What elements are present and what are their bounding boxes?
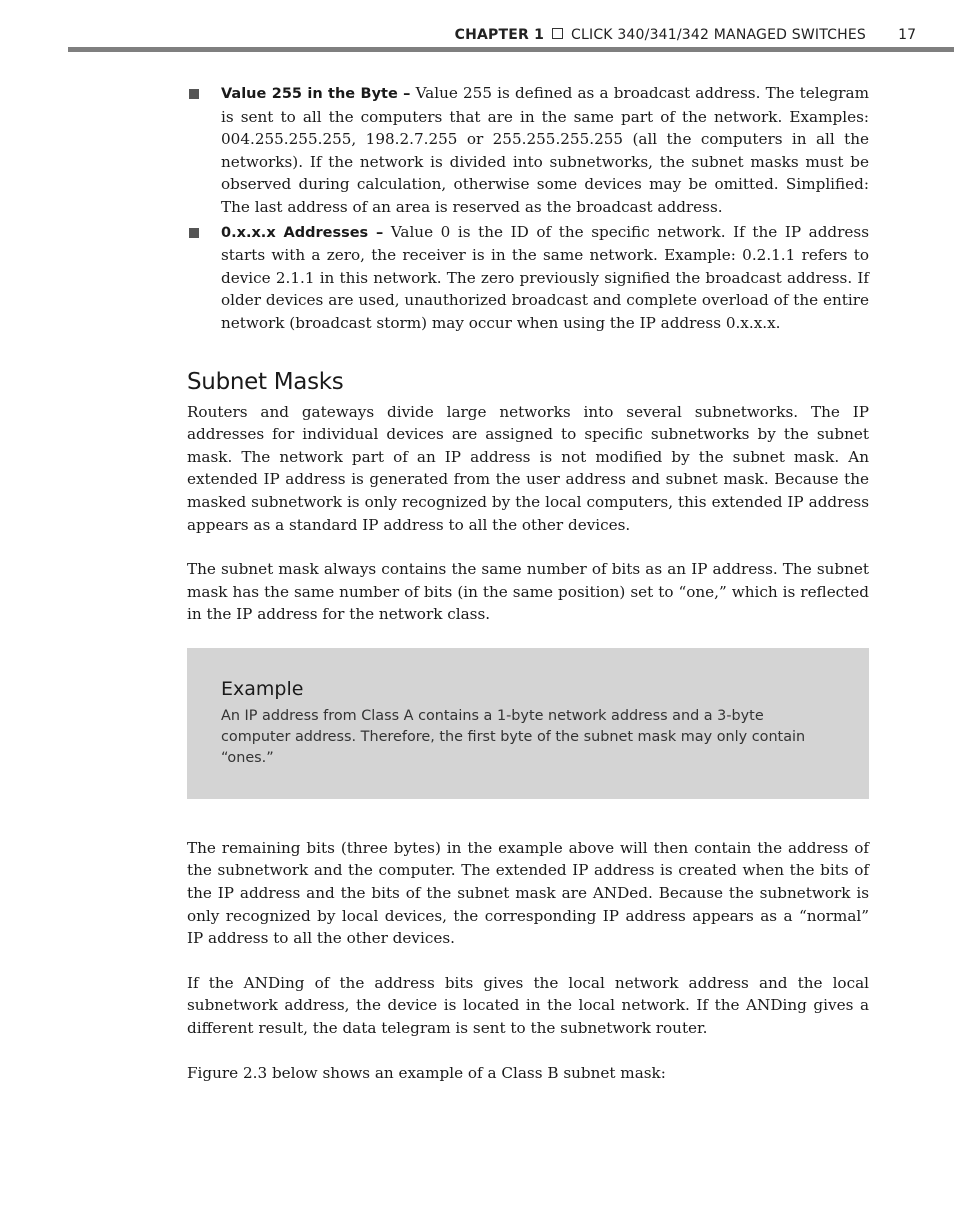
bullet-lead: 0.x.x.x Addresses – bbox=[221, 224, 384, 241]
example-body: An IP address from Class A contains a 1-byte network address and a 3-byte computer address. Therefore, the first byte of the subnet mask may only contain “ones.” bbox=[221, 707, 806, 766]
bullet-list bbox=[187, 82, 869, 335]
section-heading: Subnet Masks bbox=[187, 368, 344, 395]
running-header bbox=[455, 27, 866, 43]
paragraph: If the ANDing of the address bits gives the local network address and the local subnetwork address, the device is located in the local network. If the ANDing gives a different result, the data telegram is sent to the subnetwork router. bbox=[187, 973, 869, 1038]
paragraph: Figure 2.3 below shows an example of a Class B subnet mask: bbox=[187, 1063, 666, 1082]
bullet-text: Value 0 is the ID of the specific network. If the IP address starts with a zero, the receiver is in the same network. Example: 0.2.1.1 refers to device 2.1.1 in this network. The zero previously signified the broadcast address. If older devices are used, unauthorized broadcast and complete overload of the entire network (broadcast storm) may occur when using the IP address 0.x.x.x. bbox=[221, 222, 869, 332]
separator-box-icon bbox=[552, 28, 563, 39]
paragraph: The remaining bits (three bytes) in the example above will then contain the address of the subnetwork and the computer. The extended IP address is created when the bits of the IP address and the bits of the subnet mask are ANDed. Because the subnetwork is only recognized by local devices, the corresponding IP address appears as a “normal” IP address to all the other devices. bbox=[187, 838, 869, 948]
list-item bbox=[187, 82, 869, 219]
example-callout bbox=[187, 648, 869, 799]
page-number: 17 bbox=[898, 27, 916, 43]
paragraph: The subnet mask always contains the same number of bits as an IP address. The subnet mask has the same number of bits (in the same position) set to “one,” which is reflected in the IP address for the network class. bbox=[187, 560, 869, 624]
page-content bbox=[187, 82, 869, 1106]
bullet-lead: Value 255 in the Byte – bbox=[221, 86, 411, 102]
bullet-text: Value 255 is defined as a broadcast address. The telegram is sent to all the computers that are in the same part of the network. Examples: 004.255.255.255, 198.2.7.255 or 255.255.255.255 (all the computers in all the networks). If the network is divided into subnetworks, the subnet masks must be observed during calculation, otherwise some devices may be omitted. Simplified: The last address of an area is reserved as the broadcast address. bbox=[221, 84, 870, 216]
header-rule bbox=[68, 47, 954, 52]
paragraph: Routers and gateways divide large networks into several subnetworks. The IP addresses for individual devices are assigned to specific subnetworks by the subnet mask. The network part of an IP address is not modified by the subnet mask. An extended IP address is generated from the user address and subnet mask. Because the masked subnetwork is only recognized by the local computers, this extended IP address appears as a standard IP address to all the other devices. bbox=[187, 402, 869, 534]
square-bullet-icon bbox=[189, 228, 199, 238]
example-title: Example bbox=[221, 677, 304, 700]
page-header bbox=[0, 24, 954, 48]
square-bullet-icon bbox=[189, 89, 199, 99]
chapter-label: CHAPTER 1 bbox=[454, 27, 545, 43]
book-title: CLICK 340/341/342 MANAGED SWITCHES bbox=[571, 27, 866, 43]
list-item bbox=[187, 221, 869, 335]
